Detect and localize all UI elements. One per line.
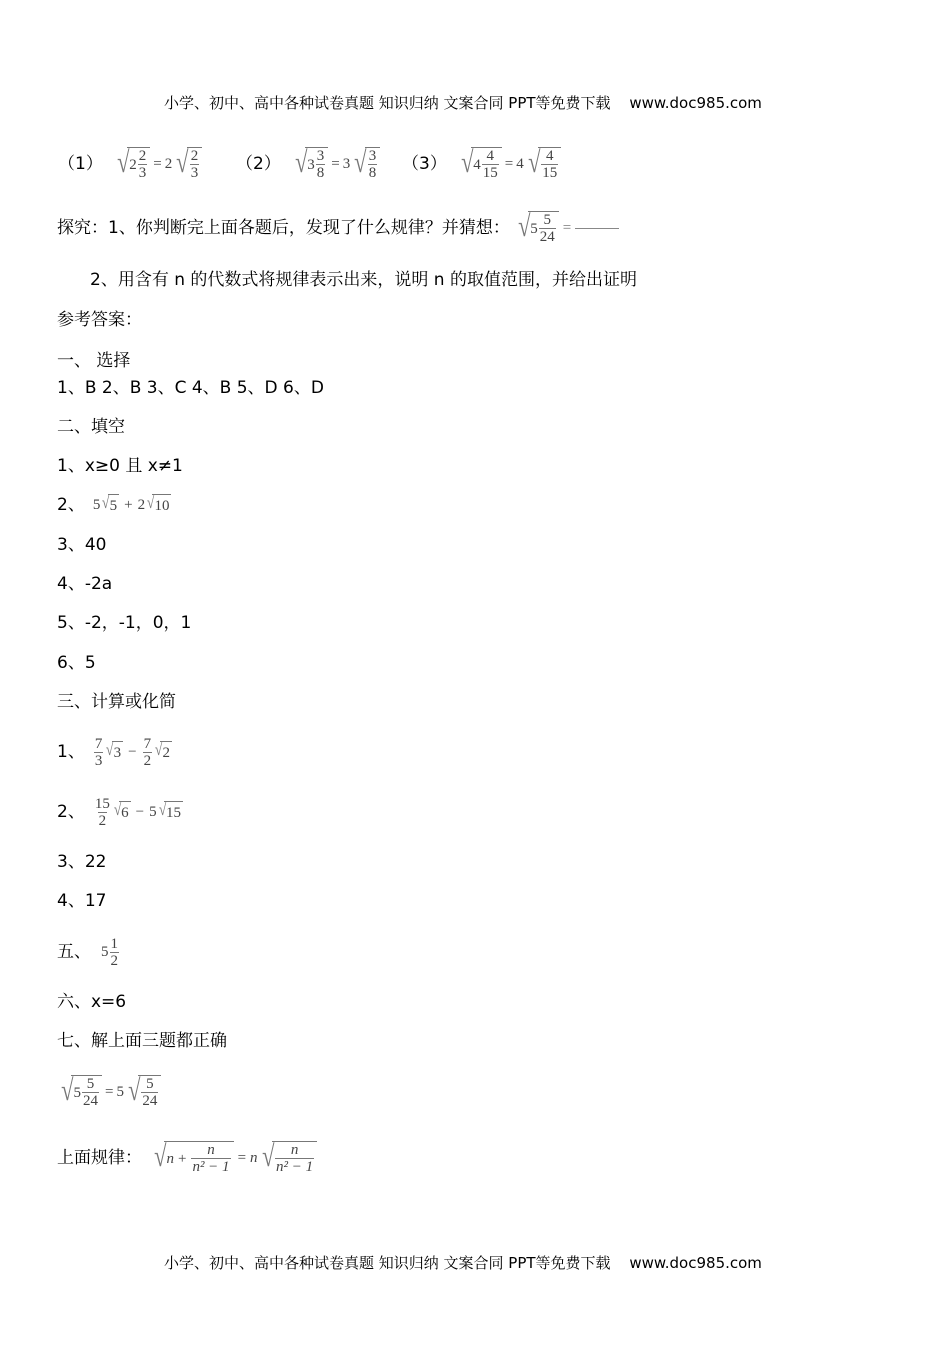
p2-whole: 3 [307, 156, 315, 173]
s5-den: 2 [110, 952, 118, 969]
explore-q1: 探究：1、你判断完上面各题后，发现了什么规律？并猜想： √ 5 $\frac{5}{24}$ = [57, 206, 619, 250]
c1-d2: 2 [143, 752, 152, 769]
q1-num: 5 [543, 212, 552, 228]
page-footer [164, 1253, 762, 1273]
c1-n2: 7 [143, 735, 152, 752]
section-5-answer [57, 930, 120, 974]
p3-eq: = [504, 156, 514, 172]
calc-answer-1-label: 1、 [57, 742, 85, 762]
calc-answer-1: 1、 $\frac{7}{3}$ √ 3 − $\frac{7}{2}$ √ 2 [57, 735, 170, 769]
p3-num2: 4 [545, 148, 554, 164]
rule-num2: n [290, 1142, 299, 1158]
p3-coef: 4 [516, 156, 524, 172]
problem-2-label: （2） [236, 154, 281, 174]
calc-answer-2-label: 2、 [57, 802, 85, 822]
problem-3-label: （3） [402, 154, 447, 174]
fill-answer-1: 1、x≥0 且 x≠1 [57, 456, 183, 476]
c1-r2: 2 [160, 741, 172, 764]
p1-den2: 3 [190, 165, 199, 181]
explore-q1-text: 探究：1、你判断完上面各题后，发现了什么规律？并猜想： [57, 218, 510, 238]
q1-den: 24 [539, 229, 555, 245]
c2-r1: 6 [119, 801, 131, 824]
eq-eq: = [104, 1084, 114, 1100]
p1-whole: 2 [129, 156, 137, 173]
rule-eq: = [237, 1150, 247, 1166]
fill-answer-3: 3、40 [57, 535, 107, 555]
s5-num: 1 [110, 935, 118, 952]
f2-plus: + [124, 497, 133, 513]
q1-whole: 5 [530, 220, 538, 237]
explore-q2: 2、用含有 n 的代数式将规律表示出来，说明 n 的取值范围，并给出证明 [90, 270, 637, 290]
problem-1: （1） √ 2 $\frac{2}{3}$ = 2 √ $\frac{2}{3}$ [58, 142, 202, 186]
rule-num: n [207, 1142, 215, 1158]
section-3-title: 三、计算或化简 [57, 692, 176, 712]
rule-line: 上面规律： √ n + $\frac{n}{\text{n² − 1}}$ = n √ $\frac{n}{\text{n² − 1}}$ [57, 1134, 317, 1182]
problem-3: （3） √ 4 $\frac{4}{15}$ = 4 √ $\frac{4}{15}$ [402, 142, 561, 186]
q1-eq: = [562, 220, 572, 236]
p3-whole: 4 [473, 156, 481, 173]
p2-num: 3 [316, 148, 325, 164]
rule-den2: n² − 1 [276, 1159, 314, 1175]
calc-answer-3: 3、22 [57, 852, 107, 872]
footer-text: 小学、初中、高中各种试卷真题 知识归纳 文案合同 PPT等免费下载 [164, 1254, 611, 1272]
c2-n1: 15 [94, 795, 110, 812]
footer-url: www.doc985.com [629, 1254, 762, 1272]
section-2-title: 二、填空 [57, 417, 125, 437]
p1-num: 2 [138, 148, 147, 164]
section-5-label: 五、 [57, 942, 91, 962]
s5-whole: 5 [101, 944, 109, 960]
c2-coef: 5 [149, 804, 157, 820]
eq-den2: 24 [142, 1093, 158, 1109]
c1-n1: 7 [94, 735, 103, 752]
p1-coef: 2 [164, 156, 173, 172]
problem-2: （2） √ 3 $\frac{3}{8}$ = 3 √ $\frac{3}{8}$ [236, 142, 380, 186]
eq-coef: 5 [116, 1084, 124, 1100]
section-7-equation: √ 5 $\frac{5}{24}$ = 5 √ $\frac{5}{24}$ [57, 1069, 161, 1115]
rule-n: n [166, 1150, 174, 1167]
p2-den: 8 [316, 165, 325, 181]
p2-eq: = [331, 156, 340, 172]
section-7-answer: 七、解上面三题都正确 [57, 1031, 227, 1051]
eq-den: 24 [82, 1093, 98, 1109]
calc-answer-4: 4、17 [57, 891, 107, 911]
rule-label: 上面规律： [57, 1148, 142, 1168]
c1-d1: 3 [94, 752, 103, 769]
c2-minus: − [135, 804, 145, 820]
p2-coef: 3 [342, 156, 351, 172]
fill-answer-5: 5、-2，-1，0，1 [57, 613, 192, 633]
q1-answer-blank [575, 228, 619, 229]
eq-num: 5 [86, 1076, 95, 1092]
eq-num2: 5 [146, 1076, 154, 1092]
c1-r1: 3 [112, 741, 124, 764]
p1-den: 3 [138, 165, 147, 181]
section-6-answer: 六、x=6 [57, 992, 127, 1012]
f2-b: 5 [108, 494, 120, 517]
fill-answer-4: 4、-2a [57, 574, 113, 594]
p2-den2: 8 [368, 165, 377, 181]
rule-plus: + [177, 1150, 187, 1167]
c1-minus: − [128, 744, 137, 760]
fill-answer-6: 6、5 [57, 653, 96, 673]
p3-den2: 15 [542, 165, 558, 181]
p3-den: 15 [482, 165, 498, 181]
problem-1-label: （1） [58, 154, 103, 174]
section-1-title: 一、 选择 [57, 351, 131, 371]
p2-num2: 3 [368, 148, 377, 164]
c2-r2: 15 [164, 801, 183, 824]
header-url: www.doc985.com [629, 94, 762, 112]
f2-d: 10 [152, 494, 171, 517]
page-header [164, 93, 762, 113]
rule-coef: n [250, 1150, 258, 1166]
eq-whole: 5 [73, 1084, 81, 1101]
fill-answer-2-label: 2、 [57, 495, 85, 515]
p1-eq: = [153, 156, 162, 172]
header-text: 小学、初中、高中各种试卷真题 知识归纳 文案合同 PPT等免费下载 [164, 94, 611, 112]
c2-d1: 2 [98, 812, 107, 829]
rule-den: n² − 1 [192, 1159, 230, 1175]
section-1-answers: 1、B 2、B 3、C 4、B 5、D 6、D [57, 378, 324, 398]
p3-num: 4 [486, 148, 495, 164]
f2-c: 2 [137, 497, 146, 513]
p1-num2: 2 [190, 148, 199, 164]
f2-a: 5 [92, 497, 101, 513]
fill-answer-2: 2、 5 √ 5 + 2 √ 10 [57, 492, 170, 515]
answers-title: 参考答案： [57, 310, 142, 330]
calc-answer-2: 2、 $\frac{15}{2}$ √ 6 − 5 √ 15 [57, 795, 181, 829]
